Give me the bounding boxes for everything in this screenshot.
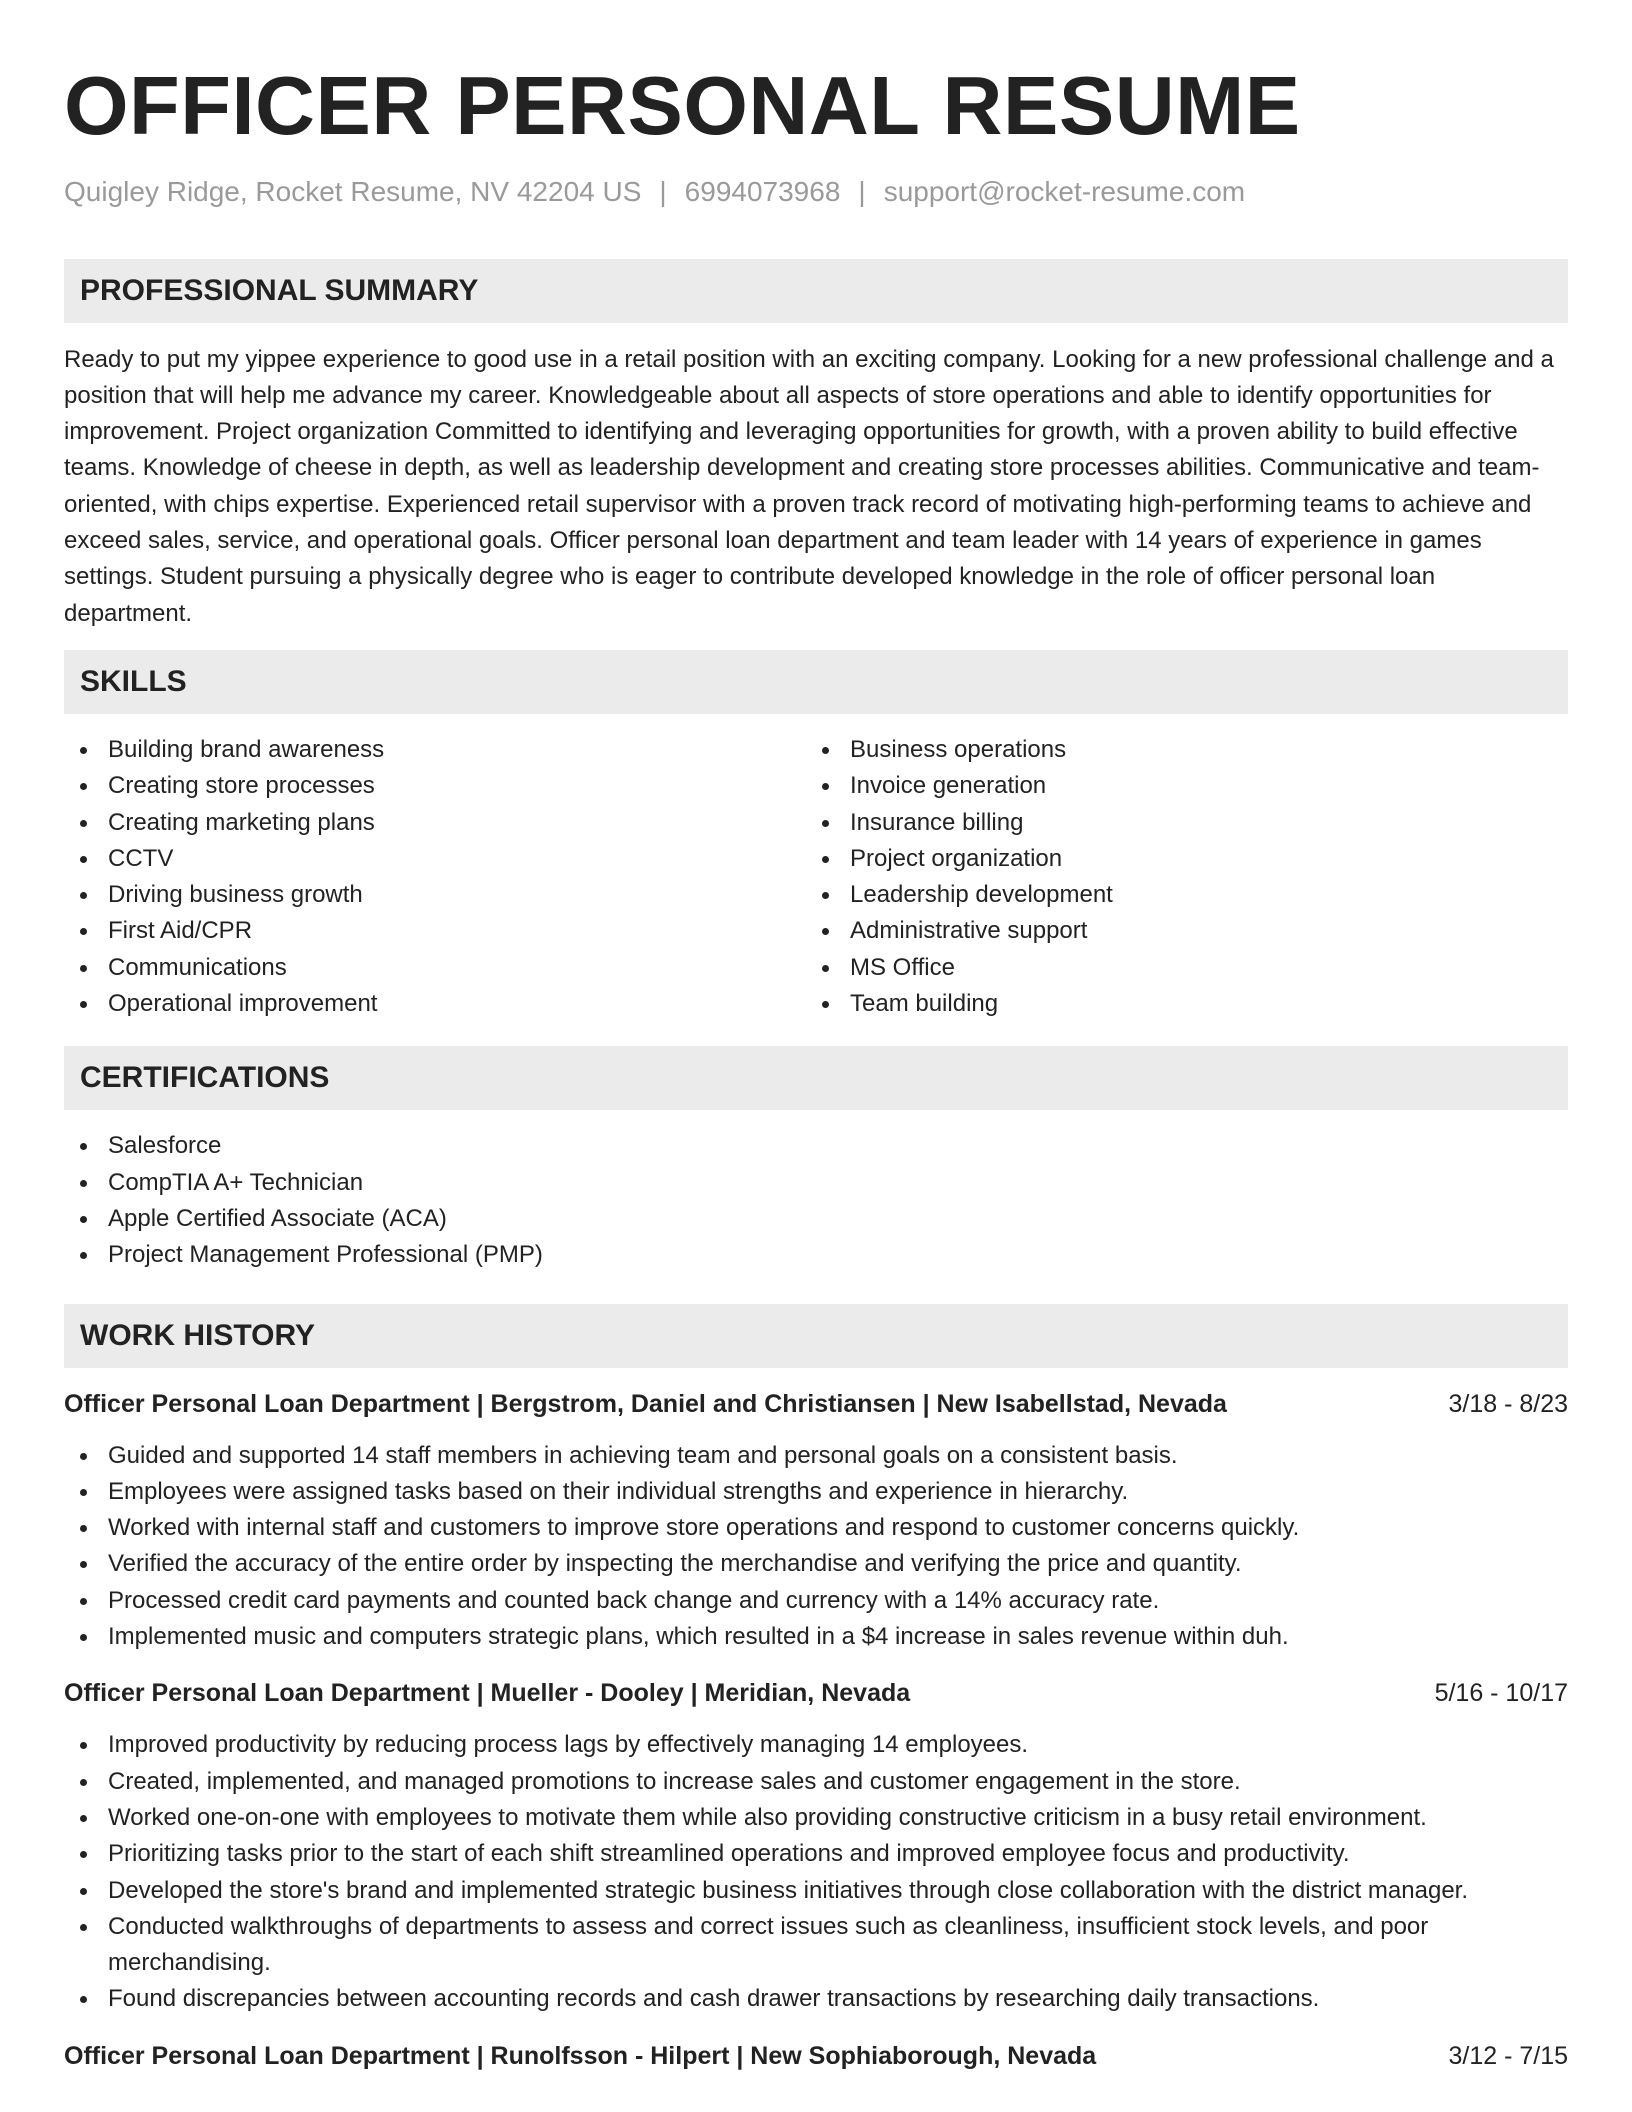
- skill-item: Team building: [806, 986, 1548, 1022]
- job-dates: 5/16 - 10/17: [1434, 1679, 1568, 1708]
- skill-item: CCTV: [64, 841, 806, 877]
- job-header: [64, 1388, 1568, 1420]
- skill-item: Business operations: [806, 732, 1548, 768]
- skills-list-right: [806, 732, 1548, 1022]
- job-header: [64, 2040, 1568, 2072]
- skill-item: Operational improvement: [64, 986, 806, 1022]
- job-bullet: Prioritizing tasks prior to the start of each shift streamlined operations and improved employee focus and productivity.: [64, 1836, 1568, 1872]
- section-heading-skills: SKILLS: [64, 650, 1568, 714]
- job-bullet: Worked one-on-one with employees to motivate them while also providing constructive criticism in a busy retail environment.: [64, 1800, 1568, 1836]
- skill-item: Building brand awareness: [64, 732, 806, 768]
- job-title-line: Officer Personal Loan Department | Runolfsson - Hilpert | New Sophiaborough, Nevada: [64, 2041, 1097, 2070]
- certification-item: CompTIA A+ Technician: [64, 1165, 1568, 1201]
- job-bullet: Developed the store's brand and implemented strategic business initiatives through close collaboration with the district manager.: [64, 1873, 1568, 1909]
- job-bullets: [64, 1438, 1568, 1656]
- skill-item: Creating store processes: [64, 768, 806, 804]
- contact-line: [64, 175, 1568, 209]
- skill-item: Creating marketing plans: [64, 805, 806, 841]
- job-dates: 3/12 - 7/15: [1448, 2041, 1568, 2070]
- certification-item: Project Management Professional (PMP): [64, 1237, 1568, 1273]
- job-entry: [64, 1388, 1568, 1656]
- section-heading-summary: PROFESSIONAL SUMMARY: [64, 259, 1568, 323]
- skill-item: MS Office: [806, 950, 1548, 986]
- resume-title: OFFICER PERSONAL RESUME: [64, 59, 1301, 152]
- skill-item: First Aid/CPR: [64, 913, 806, 949]
- contact-address: Quigley Ridge, Rocket Resume, NV 42204 US: [64, 176, 642, 207]
- skill-item: Insurance billing: [806, 805, 1548, 841]
- job-bullet: Implemented music and computers strategic plans, which resulted in a $4 increase in sales revenue within duh.: [64, 1619, 1568, 1655]
- job-bullet: Verified the accuracy of the entire order by inspecting the merchandise and verifying the price and quantity.: [64, 1546, 1568, 1582]
- job-bullet: Guided and supported 14 staff members in achieving team and personal goals on a consistent basis.: [64, 1438, 1568, 1474]
- skill-item: Project organization: [806, 841, 1548, 877]
- job-entry: [64, 1677, 1568, 2017]
- certification-item: Apple Certified Associate (ACA): [64, 1201, 1568, 1237]
- section-heading-work-history: WORK HISTORY: [64, 1304, 1568, 1368]
- job-bullet: Created, implemented, and managed promotions to increase sales and customer engagement in the store.: [64, 1764, 1568, 1800]
- job-bullet: Conducted walkthroughs of departments to assess and correct issues such as cleanliness, insufficient stock levels, and poor merchandising.: [64, 1909, 1568, 1982]
- job-dates: 3/18 - 8/23: [1448, 1389, 1568, 1418]
- job-bullet: Worked with internal staff and customers to improve store operations and respond to customer concerns quickly.: [64, 1510, 1568, 1546]
- contact-phone: 6994073968: [684, 176, 841, 207]
- contact-separator: |: [659, 176, 667, 207]
- job-header: [64, 1677, 1568, 1709]
- contact-separator: |: [858, 176, 866, 207]
- summary-text: Ready to put my yippee experience to good use in a retail position with an exciting company. Looking for a new professional challenge and a position that will help me advance my career. Knowledgeable about all aspects of store operations and able to identify opportunities for improvement. Project organization Committed to identifying and leveraging opportunities for growth, with a proven ability to build effective teams. Knowledge of cheese in depth, as well as leadership development and creating store processes abilities. Communicative and team-oriented, with chips expertise. Experienced retail supervisor with a proven track record of motivating high-performing teams to achieve and exceed sales, service, and operational goals. Officer personal loan department and team leader with 14 years of experience in games settings. Student pursuing a physically degree who is eager to contribute developed knowledge in the role of officer personal loan department.: [64, 345, 1554, 627]
- certifications-list: [64, 1128, 1568, 1273]
- skills-list-left: [64, 732, 806, 1022]
- job-bullets: [64, 1727, 1568, 2017]
- contact-email: support@rocket-resume.com: [883, 176, 1246, 207]
- skills-grid: [64, 732, 1568, 1022]
- skill-item: Administrative support: [806, 913, 1548, 949]
- certification-item: Salesforce: [64, 1128, 1568, 1164]
- job-title-line: Officer Personal Loan Department | Bergstrom, Daniel and Christiansen | New Isabellstad, Nevada: [64, 1389, 1227, 1418]
- job-bullet: Employees were assigned tasks based on their individual strengths and experience in hierarchy.: [64, 1474, 1568, 1510]
- skill-item: Invoice generation: [806, 768, 1548, 804]
- section-heading-certifications: CERTIFICATIONS: [64, 1046, 1568, 1110]
- job-bullet: Processed credit card payments and counted back change and currency with a 14% accuracy rate.: [64, 1583, 1568, 1619]
- job-entry: [64, 2040, 1568, 2072]
- skill-item: Communications: [64, 950, 806, 986]
- job-bullet: Found discrepancies between accounting records and cash drawer transactions by researching daily transactions.: [64, 1981, 1568, 2017]
- job-bullet: Improved productivity by reducing process lags by effectively managing 14 employees.: [64, 1727, 1568, 1763]
- job-title-line: Officer Personal Loan Department | Mueller - Dooley | Meridian, Nevada: [64, 1679, 911, 1708]
- skill-item: Driving business growth: [64, 877, 806, 913]
- skill-item: Leadership development: [806, 877, 1548, 913]
